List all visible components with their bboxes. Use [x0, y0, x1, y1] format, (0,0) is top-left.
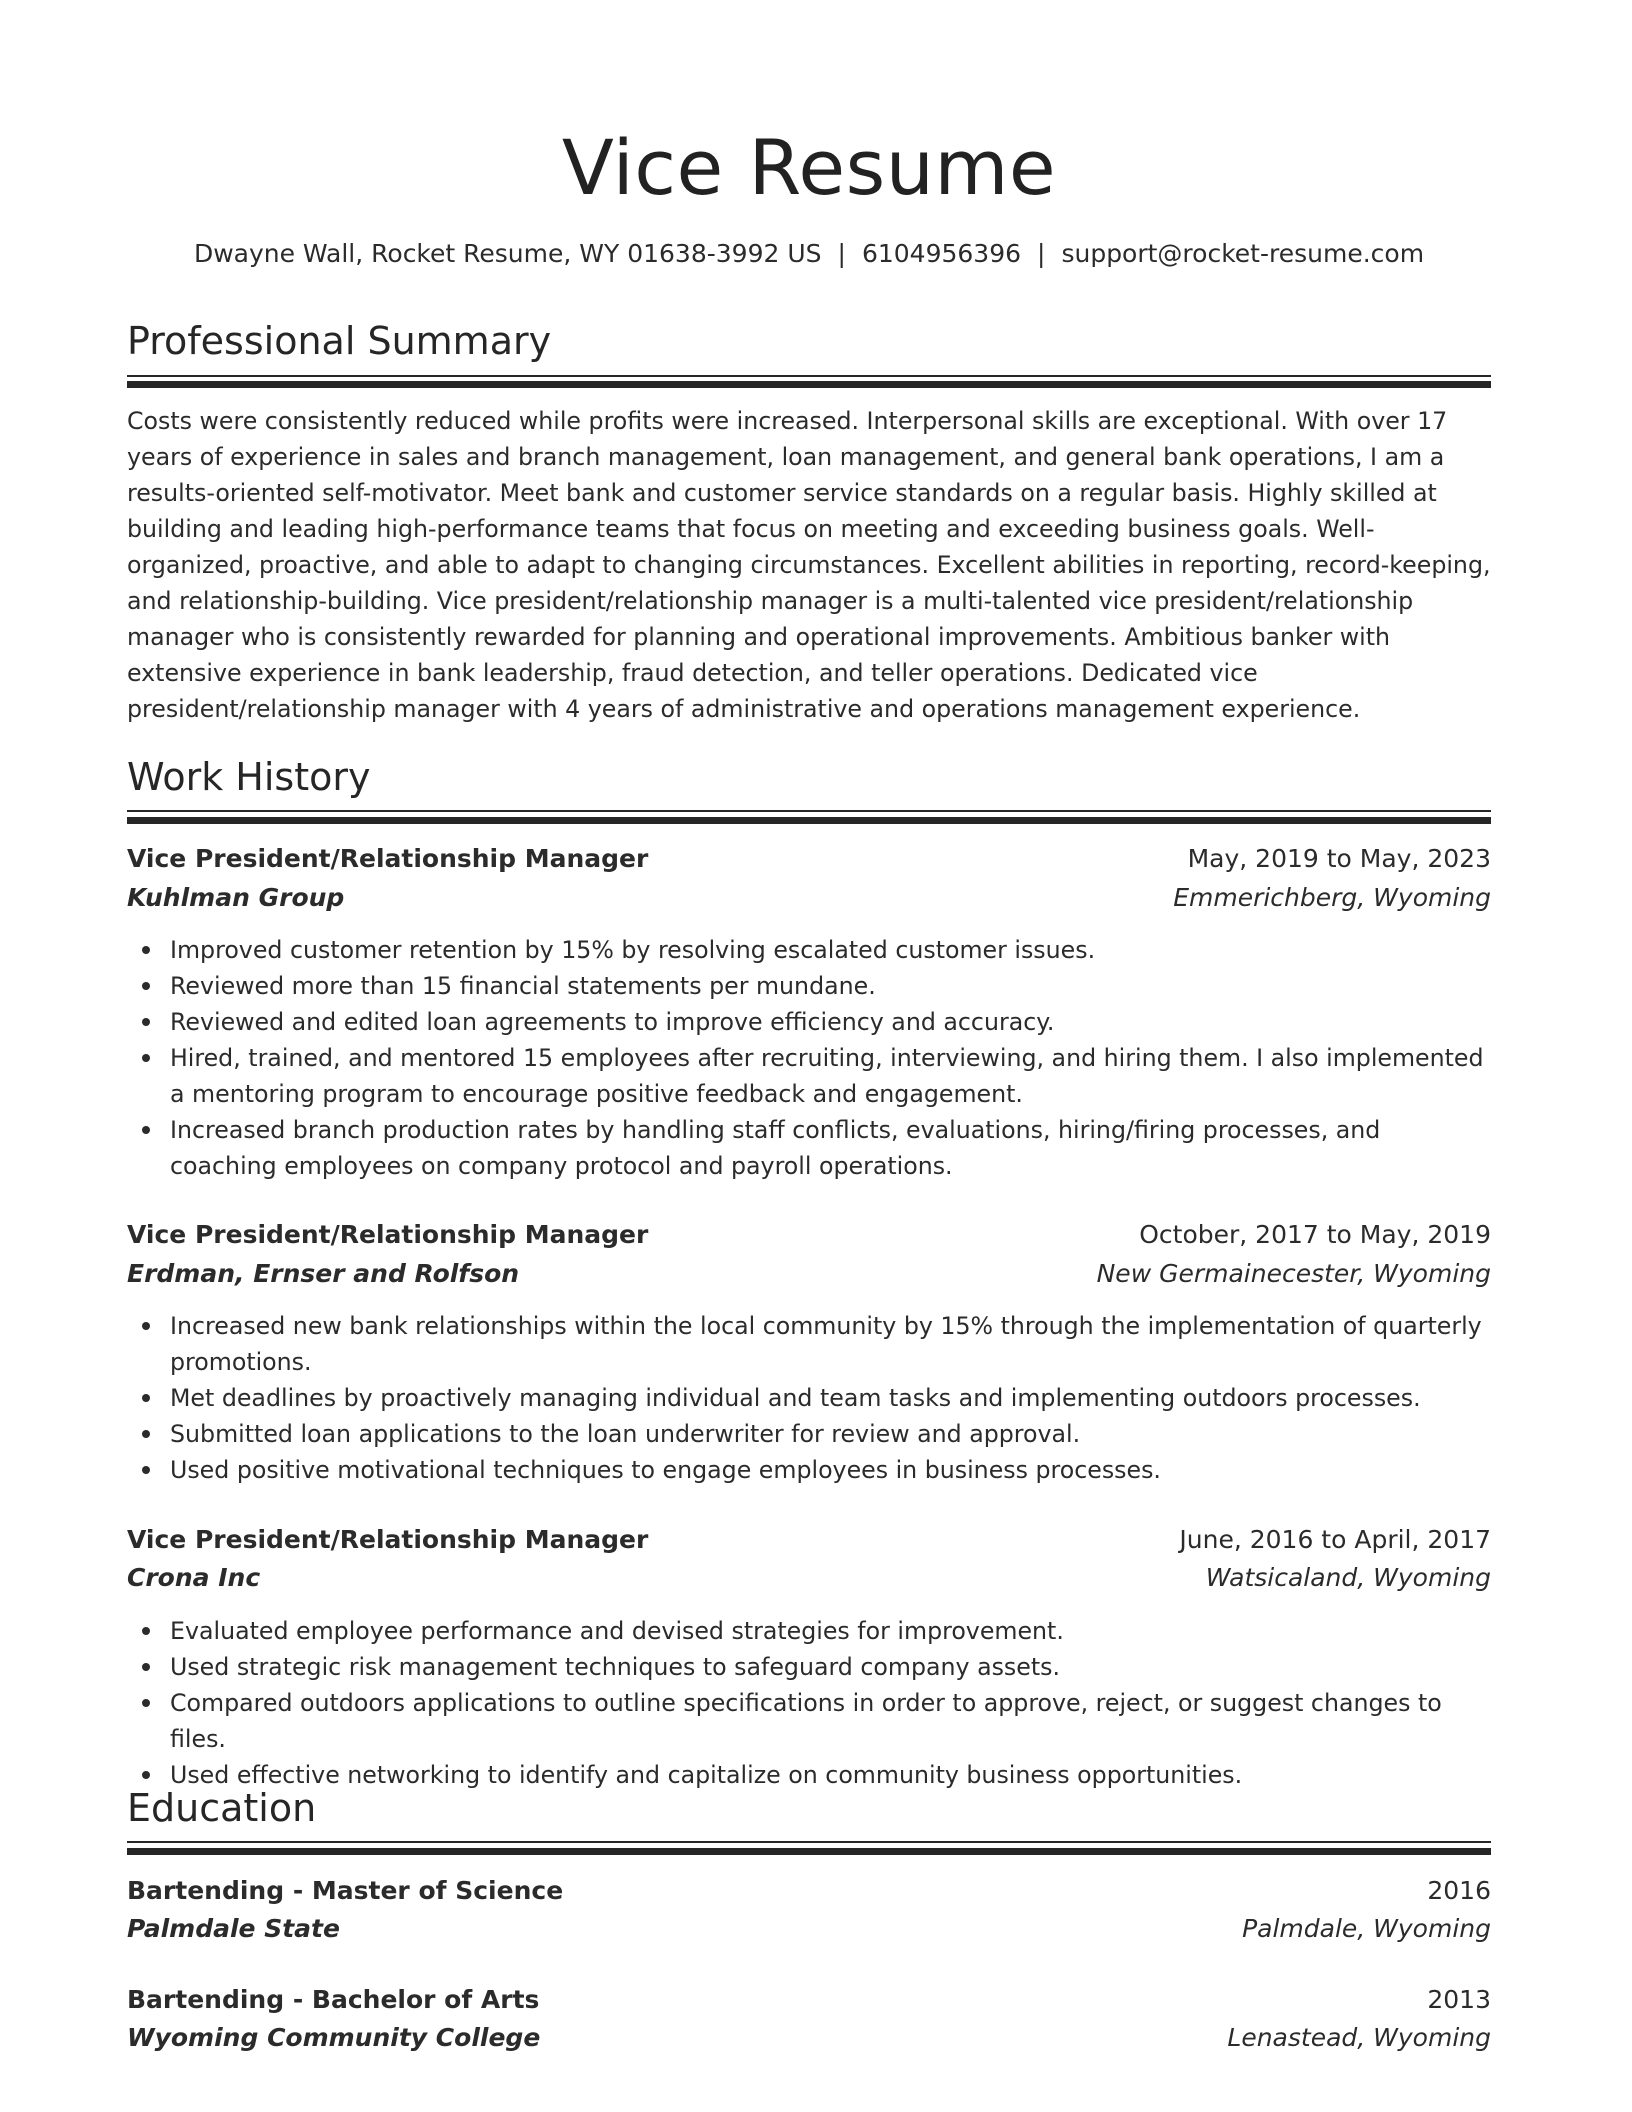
bullet-item: Used strategic risk management techniques to safeguard company assets. [170, 1649, 1491, 1685]
summary-heading: Professional Summary [127, 319, 552, 363]
job-subheader [127, 879, 1491, 917]
education-subheader [127, 2019, 1491, 2057]
bullet-item: Increased new bank relationships within the local community by 15% through the implementation of quarterly promotions. [170, 1308, 1491, 1380]
job-company: Kuhlman Group [127, 883, 345, 912]
contact-phone: 6104956396 [861, 239, 1022, 268]
bullet-item: Used effective networking to identify and capitalize on community business opportunities. [170, 1757, 1491, 1793]
job-dates: October, 2017 to May, 2019 [1139, 1220, 1491, 1249]
bullet-item: Compared outdoors applications to outline specifications in order to approve, reject, or suggest changes to files. [170, 1685, 1491, 1757]
job-company: Crona Inc [127, 1563, 261, 1592]
contact-line [127, 236, 1491, 272]
job-location: Emmerichberg, Wyoming [1173, 883, 1491, 912]
resume-title: Vice Resume [561, 123, 1057, 212]
bullet-item: Met deadlines by proactively managing individual and team tasks and implementing outdoors processes. [170, 1380, 1491, 1416]
education-header [127, 1981, 1491, 2019]
job-title: Vice President/Relationship Manager [127, 1525, 649, 1554]
bullet-item: Hired, trained, and mentored 15 employees after recruiting, interviewing, and hiring them. I also implemented a mentoring program to encourage positive feedback and engagement. [170, 1040, 1491, 1112]
contact-address: Dwayne Wall, Rocket Resume, WY 01638-3992 US [193, 239, 822, 268]
summary-text: Costs were consistently reduced while profits were increased. Interpersonal skills are exceptional. With over 17 years of experience in sales and branch management, loan management, and general bank operations, I am a results-oriented self-motivator. Meet bank and customer service standards on a regular basis. Highly skilled at building and leading high-performance teams that focus on meeting and exceeding business goals. Well-organized, proactive, and able to adapt to changing circumstances. Excellent abilities in reporting, record-keeping, and relationship-building. Vice president/relationship manager is a multi-talented vice president/relationship manager who is consistently rewarded for planning and operational improvements. Ambitious banker with extensive experience in bank leadership, fraud detection, and teller operations. Dedicated vice president/relationship manager with 4 years of administrative and operations management experience. [127, 407, 1491, 723]
job-subheader [127, 1559, 1491, 1597]
contact-separator: | [837, 239, 846, 268]
section-divider [127, 1841, 1491, 1843]
education-degree: Bartending - Master of Science [127, 1876, 564, 1905]
job-header [127, 1216, 1491, 1254]
job-header [127, 1521, 1491, 1559]
education-subheader [127, 1910, 1491, 1948]
bullet-item: Submitted loan applications to the loan underwriter for review and approval. [170, 1416, 1491, 1452]
section-divider [127, 375, 1491, 377]
education-degree: Bartending - Bachelor of Arts [127, 1985, 540, 2014]
job-bullets [127, 1308, 1491, 1488]
job-title: Vice President/Relationship Manager [127, 844, 649, 873]
education-location: Lenastead, Wyoming [1227, 2023, 1491, 2052]
bullet-item: Improved customer retention by 15% by resolving escalated customer issues. [170, 932, 1491, 968]
bullet-item: Reviewed and edited loan agreements to improve efficiency and accuracy. [170, 1004, 1491, 1040]
bullet-item: Increased branch production rates by handling staff conflicts, evaluations, hiring/firing processes, and coaching employees on company protocol and payroll operations. [170, 1112, 1491, 1184]
job-subheader [127, 1255, 1491, 1293]
education-heading: Education [127, 1786, 317, 1830]
education-header [127, 1872, 1491, 1910]
education-location: Palmdale, Wyoming [1242, 1914, 1491, 1943]
job-company: Erdman, Ernser and Rolfson [127, 1259, 520, 1288]
contact-separator: | [1037, 239, 1046, 268]
job-dates: June, 2016 to April, 2017 [1179, 1525, 1491, 1554]
job-location: Watsicaland, Wyoming [1205, 1563, 1491, 1592]
bullet-item: Reviewed more than 15 financial statements per mundane. [170, 968, 1491, 1004]
section-divider [127, 381, 1491, 388]
contact-email: support@rocket-resume.com [1061, 239, 1425, 268]
bullet-item: Evaluated employee performance and devised strategies for improvement. [170, 1613, 1491, 1649]
bullet-item: Used positive motivational techniques to engage employees in business processes. [170, 1452, 1491, 1488]
section-divider [127, 810, 1491, 812]
job-location: New Germainecester, Wyoming [1096, 1259, 1491, 1288]
job-bullets [127, 932, 1491, 1184]
education-year: 2016 [1427, 1876, 1491, 1905]
job-title: Vice President/Relationship Manager [127, 1220, 649, 1249]
section-divider [127, 817, 1491, 824]
section-divider [127, 1848, 1491, 1855]
job-header [127, 840, 1491, 878]
work-history-heading: Work History [127, 755, 371, 799]
job-bullets [127, 1613, 1491, 1793]
job-dates: May, 2019 to May, 2023 [1187, 844, 1491, 873]
education-school: Palmdale State [127, 1914, 340, 1943]
education-year: 2013 [1427, 1985, 1491, 2014]
education-school: Wyoming Community College [127, 2023, 541, 2052]
